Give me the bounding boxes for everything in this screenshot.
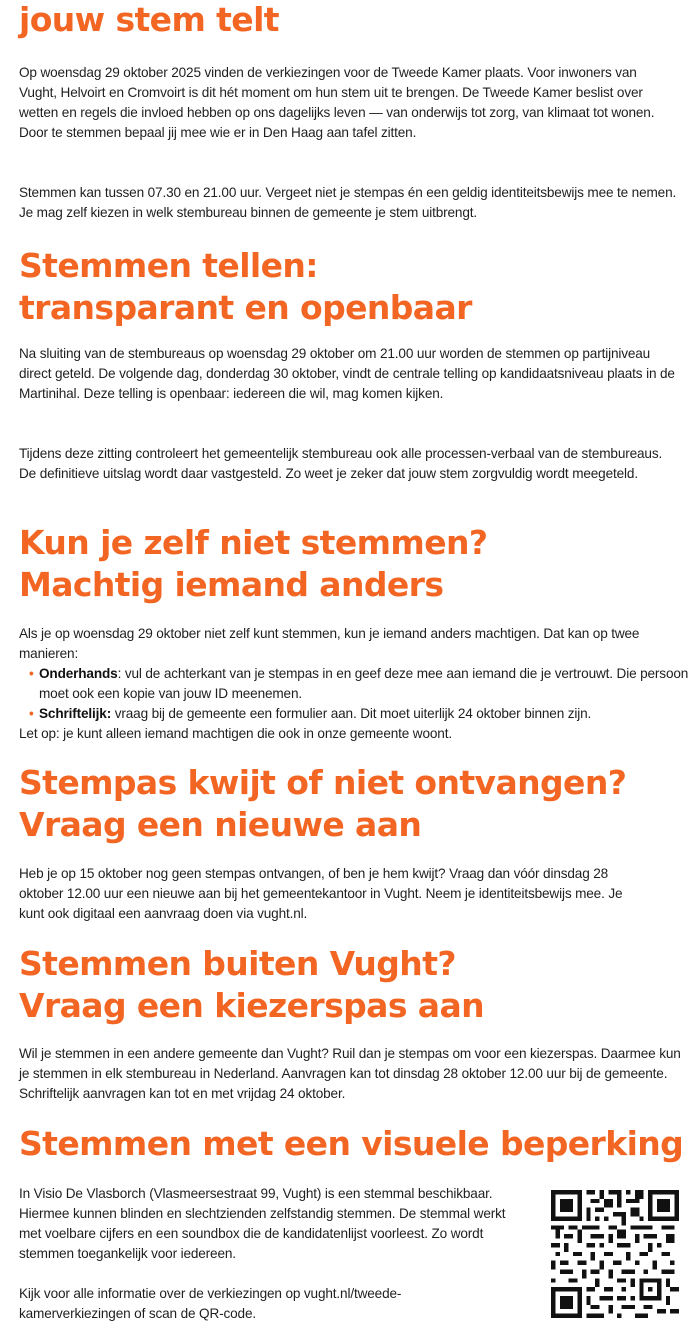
proxy-intro: Als je op woensdag 29 oktober niet zelf kunt stemmen, kun je iemand anders machtigen. Dat kan op twee manieren: (19, 626, 640, 661)
list-item-schriftelijk (19, 704, 689, 724)
bullet-bold-label: Schriftelijk: (39, 706, 112, 721)
heading-stemmen-tellen: Stemmen tellen: transparant en openbaar (19, 246, 472, 327)
bullet-icon: • (29, 706, 34, 721)
heading-jouw-stem-telt: jouw stem telt (19, 0, 279, 39)
counting-paragraph: Na sluiting van de stembureaus op woensdag 29 oktober om 21.00 uur worden de stemmen op partijniveau direct geteld. De volgende dag, donderdag 30 oktober, vindt de centrale telling op kandidaatsniveau plaats in de Martinihal. Deze telling is openbaar: iedereen die wil, mag komen kijken. (19, 346, 675, 401)
bullet-text: vraag bij de gemeente een formulier aan. Dit moet uiterlijk 24 oktober binnen zijn. (111, 706, 592, 721)
bullet-icon: • (29, 666, 34, 681)
bullet-bold-label: Onderhands (39, 666, 118, 681)
heading-machtigen: Kun je zelf niet stemmen? Machtig iemand anders (19, 523, 488, 604)
qr-code-icon[interactable] (551, 1190, 679, 1318)
voting-hours-paragraph: Stemmen kan tussen 07.30 en 21.00 uur. Vergeet niet je stempas én een geldig identiteitsbewijs mee te nemen. Je mag zelf kiezen in welk stembureau binnen de gemeente je stem uitbrengt. (19, 185, 677, 220)
proxy-note: Let op: je kunt alleen iemand machtigen die ook in onze gemeente woont. (19, 726, 452, 741)
proxy-methods-list (19, 664, 689, 724)
stemmal-paragraph: In Visio De Vlasborch (Vlasmeersestraat 99, Vught) is een stemmal beschikbaar. Hiermee kunnen blinden en slechtzienden zelfstandig stemmen. De stemmal werkt met voelbare cijfers en een soundbox die de kandidatenlijst voorleest. Zo wordt stemmen toegankelijk voor iedereen. (19, 1186, 506, 1261)
lost-pass-paragraph: Heb je op 15 oktober nog geen stempas ontvangen, of ben je hem kwijt? Vraag dan vóór dinsdag 28 oktober 12.00 uur een nieuwe aan bij het gemeentekantoor in Vught. Neem je identiteitsbewijs mee. Je kunt ook digitaal een aanvraag doen via vught.nl. (19, 866, 623, 921)
intro-paragraph: Op woensdag 29 oktober 2025 vinden de verkiezingen voor de Tweede Kamer plaats. Voor inwoners van Vught, Helvoirt en Cromvoirt is dit hét moment om hun stem uit te brengen. De Tweede Kamer beslist over wetten en regels die invloed hebben op ons dagelijks leven — van onderwijs tot zorg, van klimaat tot wonen. Door te stemmen bepaal jij mee wie er in Den Haag aan tafel zitten. (19, 65, 655, 140)
kiezerspas-paragraph: Wil je stemmen in een andere gemeente dan Vught? Ruil dan je stempas om voor een kiezerspas. Daarmee kun je stemmen in elk stembureau in Nederland. Aanvragen kan tot dinsdag 28 oktober 12.00 uur bij de gemeente. Schriftelijk aanvragen kan tot en met vrijdag 24 oktober. (19, 1046, 681, 1101)
verification-paragraph: Tijdens deze zitting controleert het gemeentelijk stembureau ook alle processen-verbaal van de stembureaus. De definitieve uitslag wordt daar vastgesteld. Zo weet je zeker dat jouw stem zorgvuldig wordt meegeteld. (19, 446, 663, 481)
list-item-onderhands (19, 664, 689, 704)
more-info-paragraph: Kijk voor alle informatie over de verkiezingen op vught.nl/tweede-kamerverkiezingen of scan de QR-code. (19, 1286, 402, 1321)
heading-visuele-beperking: Stemmen met een visuele beperking (19, 1124, 684, 1163)
heading-buiten-vught: Stemmen buiten Vught? Vraag een kiezerspas aan (19, 944, 485, 1025)
bullet-text: : vul de achterkant van je stempas in en geef deze mee aan iemand die je vertrouwt. Die persoon moet ook een kopie van jouw ID meenemen. (39, 666, 689, 701)
heading-stempas-kwijt: Stempas kwijt of niet ontvangen? Vraag een nieuwe aan (19, 763, 627, 844)
